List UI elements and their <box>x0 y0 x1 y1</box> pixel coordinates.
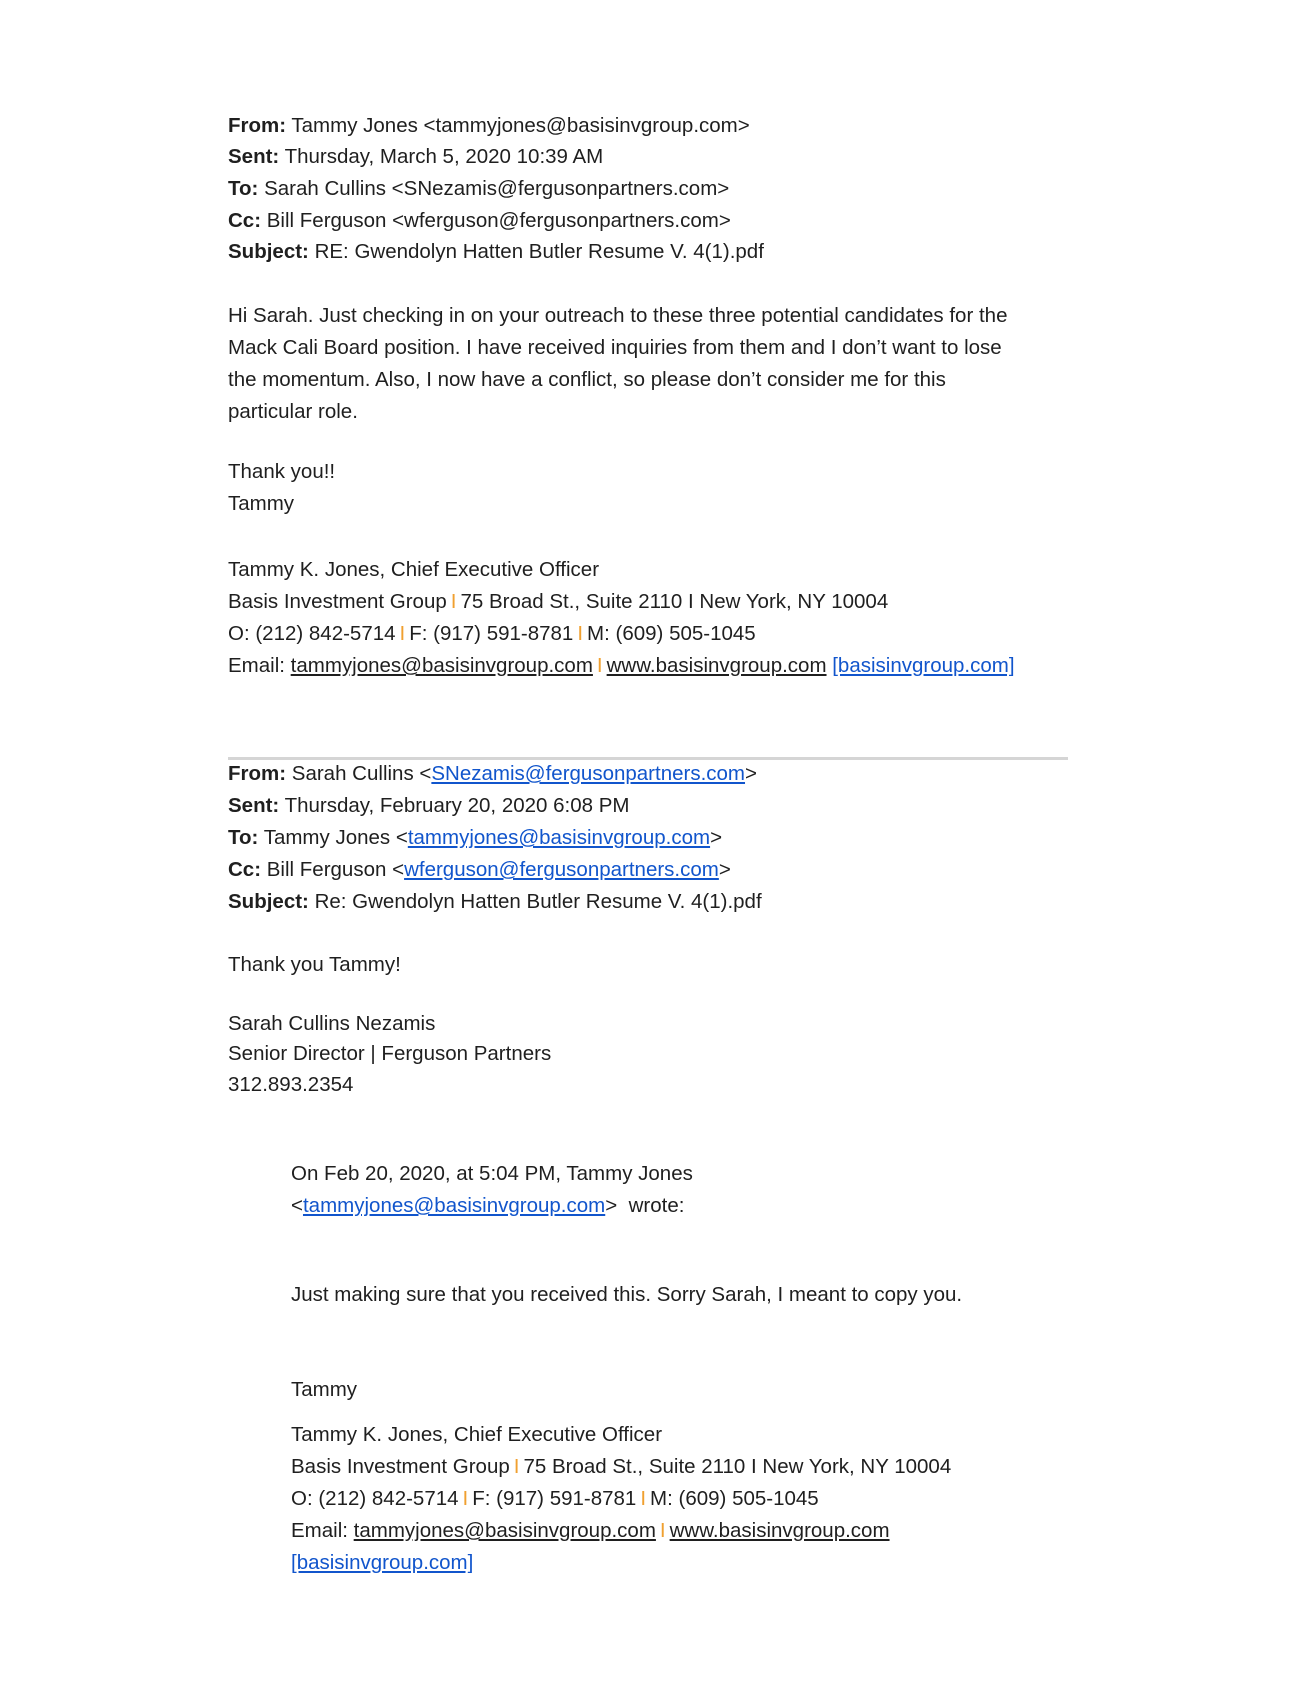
sig-email-link[interactable]: tammyjones@basisinvgroup.com <box>353 1519 656 1542</box>
email2-sent-line <box>228 792 629 820</box>
from-label: From: <box>228 114 287 137</box>
quoted-wrote: > wrote: <box>605 1194 685 1217</box>
sig-email-label: Email: <box>228 654 285 677</box>
cc-label: Cc: <box>228 858 262 881</box>
cc-email-link[interactable]: wferguson@fergusonpartners.com <box>404 858 719 881</box>
email1-signoff: Tammy <box>228 492 295 515</box>
sent-value: Thursday, February 20, 2020 6:08 PM <box>284 794 630 817</box>
quoted-sig-email-line <box>291 1517 890 1545</box>
email2-sig-phone: 312.893.2354 <box>228 1073 354 1096</box>
cc-name: Bill Ferguson < <box>266 858 405 881</box>
sig-email-link[interactable]: tammyjones@basisinvgroup.com <box>290 654 593 677</box>
from-value: Tammy Jones <tammyjones@basisinvgroup.com> <box>291 114 750 137</box>
to-label: To: <box>228 177 259 200</box>
separator: I <box>399 622 406 645</box>
cc-close: > <box>718 858 731 881</box>
quoted-sig-phone-line <box>291 1485 819 1513</box>
separator: I <box>462 1487 469 1510</box>
email1-body-line: particular role. <box>228 400 358 423</box>
sig-phone-fax: F: (917) 591-8781 <box>472 1487 637 1510</box>
sig-phone-office: O: (212) 842-5714 <box>228 622 396 645</box>
sig-phone-line <box>228 620 756 648</box>
quoted-signoff: Tammy <box>291 1378 358 1401</box>
sent-label: Sent: <box>228 145 280 168</box>
email1-body-line: the momentum. Also, I now have a conflict, so please don’t consider me for this <box>228 368 946 391</box>
sig-email-label: Email: <box>291 1519 348 1542</box>
email2-to-line <box>228 824 722 852</box>
subject-label: Subject: <box>228 890 309 913</box>
from-name: Sarah Cullins < <box>291 762 432 785</box>
email1-body-line: Hi Sarah. Just checking in on your outreach to these three potential candidates for the <box>228 304 1008 327</box>
sig-website-link[interactable]: www.basisinvgroup.com <box>606 654 827 677</box>
sig-email-line <box>228 652 1015 680</box>
to-label: To: <box>228 826 259 849</box>
sig-phone-mobile: M: (609) 505-1045 <box>587 622 756 645</box>
from-close: > <box>745 762 757 785</box>
email2-sig-title: Senior Director | Ferguson Partners <box>228 1042 552 1065</box>
separator: I <box>659 1519 666 1542</box>
quoted-sig-title: Tammy K. Jones, Chief Executive Officer <box>291 1423 663 1446</box>
sent-label: Sent: <box>228 794 280 817</box>
email1-to-line <box>228 175 729 203</box>
sig-phone-office: O: (212) 842-5714 <box>291 1487 459 1510</box>
quoted-sig-address-line <box>291 1453 951 1481</box>
sig-address-line <box>228 588 888 616</box>
sig-title: Tammy K. Jones, Chief Executive Officer <box>228 558 600 581</box>
quoted-sig-bracket-line <box>291 1549 473 1577</box>
sig-company: Basis Investment Group <box>291 1455 510 1478</box>
sig-phone-fax: F: (917) 591-8781 <box>409 622 574 645</box>
separator: I <box>450 590 457 613</box>
email2-sig-name: Sarah Cullins Nezamis <box>228 1012 436 1035</box>
subject-value: Re: Gwendolyn Hatten Butler Resume V. 4(1).pdf <box>314 890 762 913</box>
subject-label: Subject: <box>228 240 309 263</box>
email1-sent-line <box>228 143 603 171</box>
quoted-open: < <box>291 1194 303 1217</box>
to-email-link[interactable]: tammyjones@basisinvgroup.com <box>407 826 711 849</box>
sig-address: 75 Broad St., Suite 2110 I New York, NY 10004 <box>523 1455 952 1478</box>
email1-thanks: Thank you!! <box>228 460 336 483</box>
sig-phone-mobile: M: (609) 505-1045 <box>650 1487 819 1510</box>
separator: I <box>640 1487 647 1510</box>
sig-website-link[interactable]: www.basisinvgroup.com <box>669 1519 890 1542</box>
email2-subject-line <box>228 888 762 916</box>
email1-body-line: Mack Cali Board position. I have received inquiries from them and I don’t want to lose <box>228 336 1002 359</box>
email1-cc-line <box>228 207 731 235</box>
sent-value: Thursday, March 5, 2020 10:39 AM <box>284 145 604 168</box>
to-close: > <box>710 826 723 849</box>
email2-body: Thank you Tammy! <box>228 953 401 976</box>
from-email-link[interactable]: SNezamis@fergusonpartners.com <box>431 762 746 785</box>
separator: I <box>577 622 584 645</box>
quoted-intro: On Feb 20, 2020, at 5:04 PM, Tammy Jones <box>291 1162 693 1185</box>
sig-website-bracket-link[interactable]: [basisinvgroup.com] <box>291 1551 474 1574</box>
quoted-body: Just making sure that you received this. Sorry Sarah, I meant to copy you. <box>291 1283 963 1306</box>
separator: I <box>513 1455 520 1478</box>
cc-label: Cc: <box>228 209 262 232</box>
quoted-email-link[interactable]: tammyjones@basisinvgroup.com <box>302 1194 606 1217</box>
to-name: Tammy Jones < <box>263 826 408 849</box>
sig-website-bracket-link[interactable]: [basisinvgroup.com] <box>832 654 1015 677</box>
sig-company: Basis Investment Group <box>228 590 447 613</box>
separator: I <box>596 654 603 677</box>
from-label: From: <box>228 762 287 785</box>
subject-value: RE: Gwendolyn Hatten Butler Resume V. 4(1).pdf <box>314 240 764 263</box>
to-value: Sarah Cullins <SNezamis@fergusonpartners.com> <box>264 177 730 200</box>
quoted-intro-email-line <box>291 1192 684 1220</box>
email2-from-line <box>228 760 757 788</box>
email2-cc-line <box>228 856 731 884</box>
email1-from-line <box>228 112 750 140</box>
cc-value: Bill Ferguson <wferguson@fergusonpartners.com> <box>266 209 731 232</box>
sig-address: 75 Broad St., Suite 2110 I New York, NY 10004 <box>460 590 889 613</box>
email1-subject-line <box>228 238 764 266</box>
